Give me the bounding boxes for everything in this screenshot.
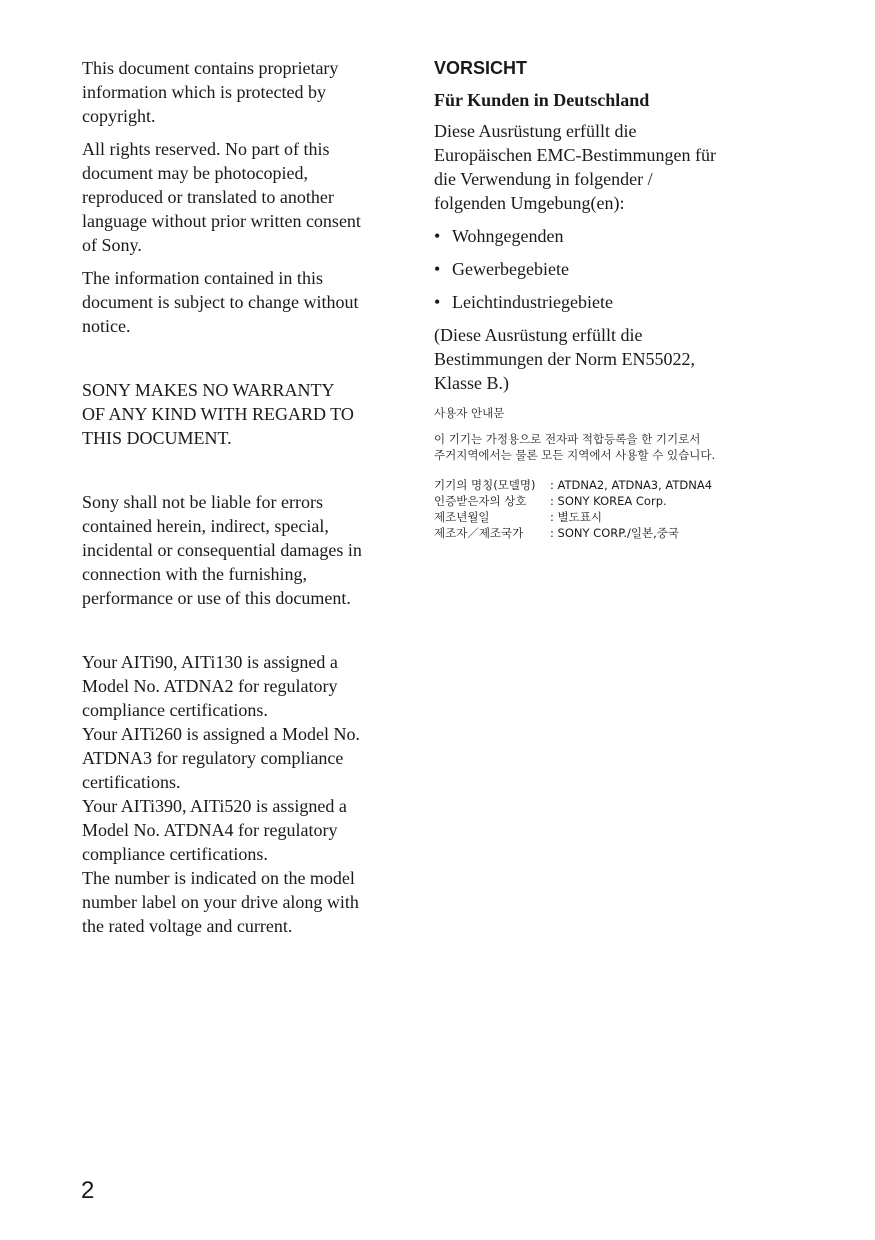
list-item-label: Gewerbegebiete: [452, 259, 569, 279]
warranty-paragraph: SONY MAKES NO WARRANTY OF ANY KIND WITH REGARD TO THIS DOCUMENT.: [82, 380, 354, 448]
proprietary-paragraph: This document contains proprietary information which is protected by copyright.: [82, 58, 339, 126]
emc-intro-paragraph: Diese Ausrüstung erfüllt die Europäischen EMC-Bestimmungen für die Verwendung in folgender / folgenden Umgebung(en):: [434, 121, 716, 213]
info-value: : SONY KOREA Corp.: [550, 494, 667, 508]
list-item-label: Leichtindustriegebiete: [452, 292, 613, 312]
table-row: [434, 493, 712, 509]
bullet-icon: •: [434, 259, 441, 279]
table-row: [434, 509, 712, 525]
info-value: : 별도표시: [550, 510, 602, 524]
germany-subheading: Für Kunden in Deutschland: [434, 90, 650, 110]
vorsicht-heading: VORSICHT: [434, 58, 528, 78]
info-key: 기기의 명칭(모델명): [434, 478, 536, 492]
rights-paragraph: All rights reserved. No part of this document may be photocopied, reproduced or translated to another language without prior written consent of Sony.: [82, 139, 361, 255]
model-numbers-paragraph: Your AITi90, AITi130 is assigned a Model No. ATDNA2 for regulatory compliance certifications. Your AITi260 is assigned a Model No. ATDNA3 for regulatory compliance certifications. Your AITi390, AITi520 is assigned a Model No. ATDNA4 for regulatory compliance certifications. The number is indicated on the model number label on your drive along with the rated voltage and current.: [82, 652, 361, 936]
info-key: 인증받은자의 상호: [434, 494, 527, 508]
liability-paragraph: Sony shall not be liable for errors contained herein, indirect, special, incidental or consequential damages in connection with the furnishing, performance or use of this document.: [82, 492, 362, 608]
change-notice-paragraph: The information contained in this document is subject to change without notice.: [82, 268, 359, 336]
korean-notice-title: 사용자 안내문: [434, 406, 505, 420]
bullet-icon: •: [434, 226, 441, 246]
bullet-icon: •: [434, 292, 441, 312]
info-value: : SONY CORP./일본,중국: [550, 526, 680, 540]
environment-list: [434, 224, 764, 314]
korean-device-info-table: [434, 477, 712, 541]
list-item: [434, 257, 764, 281]
list-item: [434, 290, 764, 314]
list-item-label: Wohngegenden: [452, 226, 564, 246]
list-item: [434, 224, 764, 248]
page-number: 2: [81, 1177, 95, 1204]
korean-notice-text: 이 기기는 가정용으로 전자파 적합등록을 한 기기로서 주거지역에서는 물론 모든 지역에서 사용할 수 있습니다.: [434, 432, 716, 462]
info-key: 제조년월일: [434, 510, 490, 524]
right-column: [434, 56, 764, 541]
table-row: [434, 525, 712, 541]
info-key: 제조자／제조국가: [434, 526, 524, 540]
table-row: [434, 477, 712, 493]
left-column: [82, 56, 402, 947]
info-value: : ATDNA2, ATDNA3, ATDNA4: [550, 478, 713, 492]
en55022-note: (Diese Ausrüstung erfüllt die Bestimmungen der Norm EN55022, Klasse B.): [434, 325, 695, 393]
